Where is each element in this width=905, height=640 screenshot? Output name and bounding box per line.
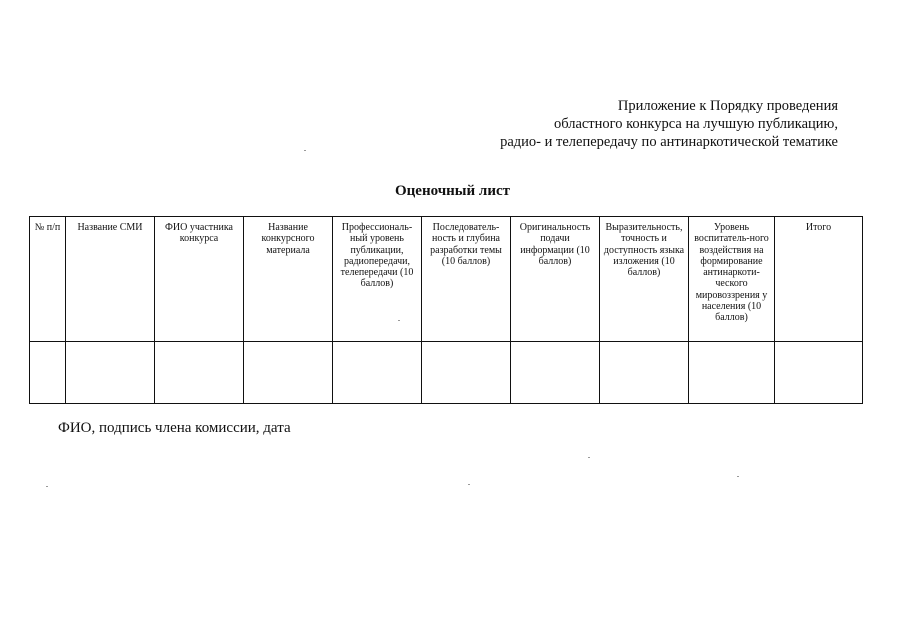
signature-line: ФИО, подпись члена комиссии, дата [58,420,291,436]
table-header-row [30,217,863,342]
table-cell [422,342,511,404]
header-educational-impact: Уровень воспитатель-ного воздействия на формирование антинаркоти-ческого мировоззрения у населения (10 баллов) [689,217,775,342]
scan-speck [398,320,400,321]
header-media-name: Название СМИ [66,217,155,342]
table-row [30,342,863,404]
appendix-note [500,97,838,151]
header-expressiveness: Выразительность, точность и доступность языка изложения (10 баллов) [600,217,689,342]
appendix-line-3: радио- и телепередачу по антинаркотической тематике [500,134,838,150]
header-material-title: Название конкурсного материала [244,217,333,342]
header-topic-depth: Последователь-ность и глубина разработки темы (10 баллов) [422,217,511,342]
header-total: Итого [775,217,863,342]
table-cell [244,342,333,404]
scan-speck [468,484,470,485]
table-cell [30,342,66,404]
header-professional-level: Профессиональ-ный уровень публикации, радиопередачи, телепередачи (10 баллов) [333,217,422,342]
appendix-line-2: областного конкурса на лучшую публикацию, [553,116,838,132]
document-title: Оценочный лист [394,183,510,199]
table-cell [600,342,689,404]
evaluation-table [29,216,863,404]
scan-speck [46,486,48,487]
table-cell [66,342,155,404]
table-cell [511,342,600,404]
header-originality: Оригинальность подачи информации (10 баллов) [511,217,600,342]
appendix-line-1: Приложение к Порядку проведения [617,98,838,114]
table-cell [689,342,775,404]
header-number: № п/п [30,217,66,342]
scan-speck [737,476,739,477]
table-cell [155,342,244,404]
scan-speck [588,457,590,458]
table-cell [333,342,422,404]
table-cell [775,342,863,404]
scan-speck [304,150,306,151]
header-participant-name: ФИО участника конкурса [155,217,244,342]
